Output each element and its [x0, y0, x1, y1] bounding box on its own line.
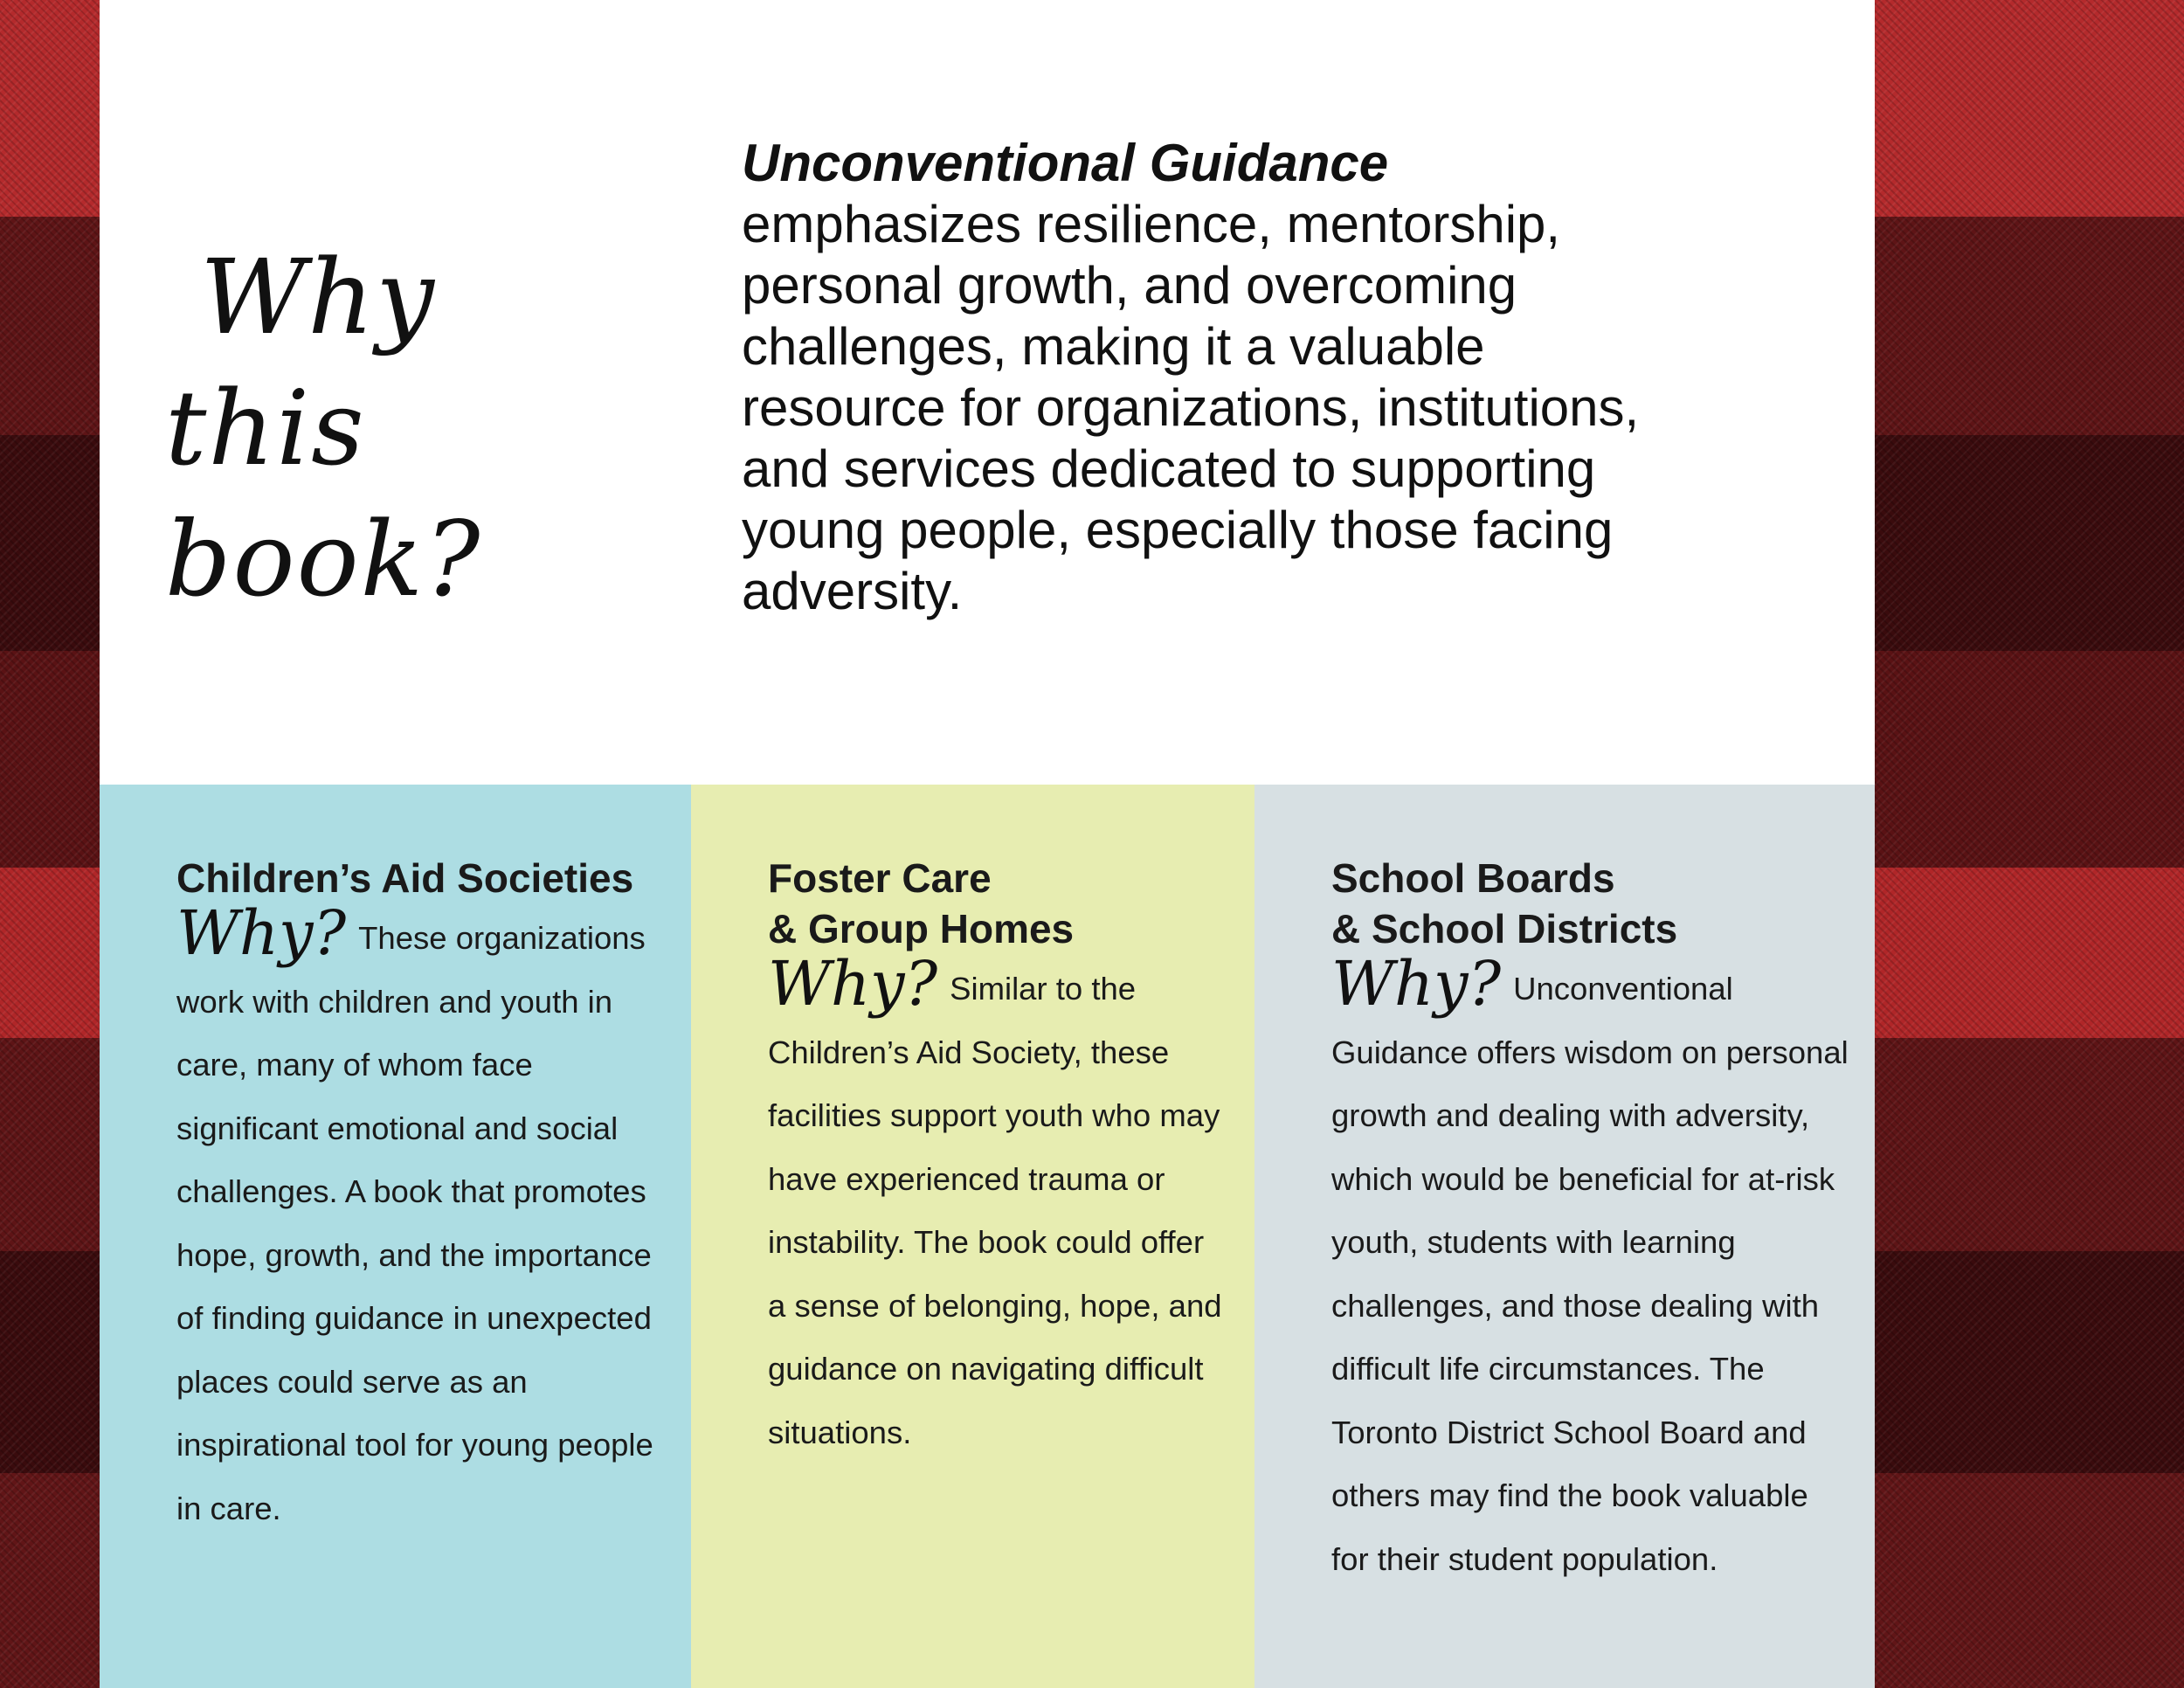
column-heading: Children’s Aid Societies	[176, 855, 634, 901]
column-body	[176, 897, 665, 1540]
column-school-boards	[1254, 785, 1875, 1688]
column-body	[1331, 948, 1849, 1591]
why-heading-line2: this book?	[165, 368, 482, 619]
column-childrens-aid	[100, 785, 691, 1688]
column-foster-care	[691, 785, 1254, 1688]
column-heading: Foster Care & Group Homes	[768, 855, 1075, 951]
intro-text: emphasizes resilience, mentorship, personal growth, and overcoming challenges, making it a valuable resource for organizations, institutions, and services dedicated to supporting young people, especially those facing adversity.	[742, 195, 1640, 620]
column-body	[768, 948, 1228, 1464]
intro-paragraph	[742, 133, 1676, 622]
why-label: Why?	[1331, 948, 1502, 1020]
column-body-text: Similar to the Children’s Aid Society, these facilities support youth who may have experienced trauma or instability. The book could offer a sense of belonging, hope, and guidance on navigating difficult situations.	[768, 971, 1222, 1450]
book-title: Unconventional Guidance	[742, 134, 1389, 192]
column-body-text: Unconventional Guidance offers wisdom on personal growth and dealing with adversity, which would be beneficial for at-risk youth, students with learning challenges, and those dealing with difficult life circumstances. The Toronto District School Board and others may find the book valuable for their student population.	[1331, 971, 1849, 1577]
why-label: Why?	[768, 948, 938, 1020]
audience-columns	[100, 785, 1875, 1688]
why-this-book-heading	[165, 232, 576, 625]
why-label: Why?	[176, 897, 347, 969]
column-body-text: These organizations work with children and youth in care, many of whom face significant emotional and social challenges. A book that promotes hope, growth, and the importance of finding guidance in unexpected places could serve as an inspirational tool for young people in care.	[176, 920, 653, 1526]
why-heading-line1: Why	[200, 237, 436, 357]
column-heading: School Boards & School Districts	[1331, 855, 1678, 951]
page-panel	[100, 0, 1875, 1688]
